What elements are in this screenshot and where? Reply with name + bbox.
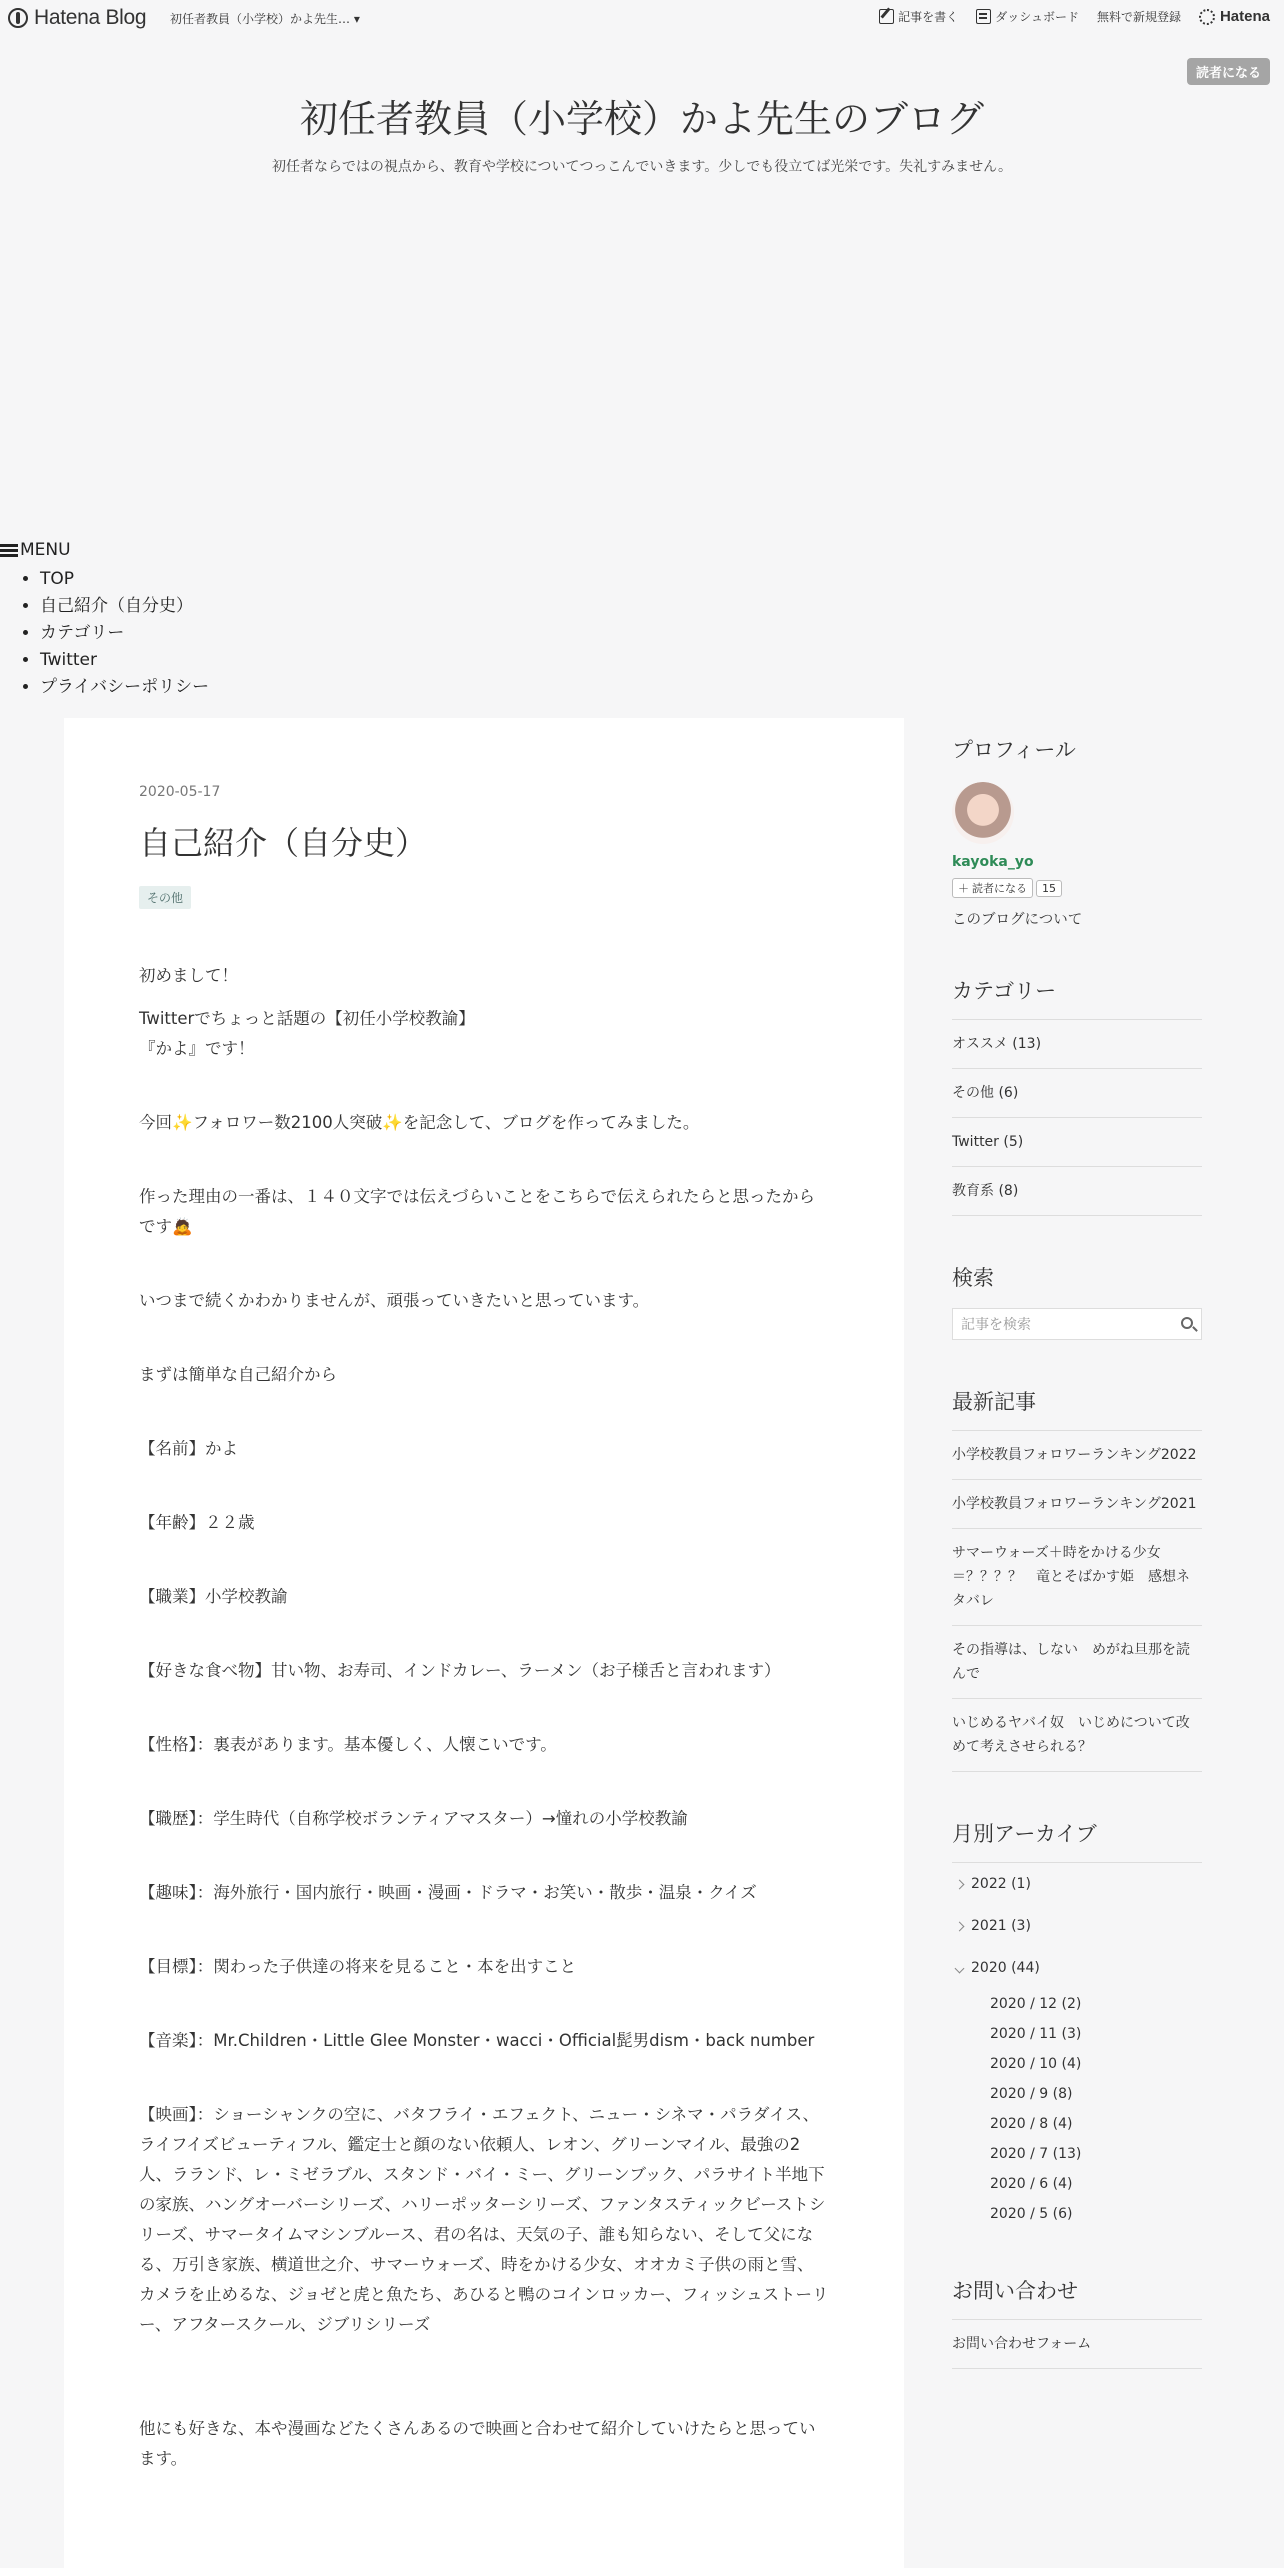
archive-month[interactable]: 2020 / 6 (4) <box>990 2176 1073 2192</box>
chevron-right-icon[interactable] <box>955 1921 965 1931</box>
recent-list <box>952 1430 1202 1772</box>
paragraph: 今回✨フォロワー数2100人突破✨を記念して、ブログを作ってみました。 <box>139 1113 700 1132</box>
category-item[interactable]: Twitter (5) <box>952 1118 1202 1167</box>
recent-entry[interactable]: 小学校教員フォロワーランキング2022 <box>952 1431 1202 1480</box>
category-item[interactable]: その他 (6) <box>952 1069 1202 1118</box>
paragraph: 【映画】：ショーシャンクの空に、バタフライ・エフェクト、ニュー・シネマ・パラダイス、ライフイズビューティフル、鑑定士と顔のない依頼人、レオン、グリーンマイル、最強の2人、ラランド、レ・ミゼラブル、スタンド・バイ・ミー、グリーンブック、パラサイト半地下の家族、ハングオーバーシリーズ、ハリーポッターシリーズ、ファンタスティックビーストシリーズ、サマータイムマシンブルース、君の名は、天気の子、誰も知らない、そして父になる、万引き家族、横道世之介、サマーウォーズ、時をかける少女、オオカミ子供の雨と雪、カメラを止めるな、ジョゼと虎と魚たち、あひると鴨のコインロッカー、フィッシュストーリー、アフタースクール、ジブリシリーズ <box>139 2105 829 2334</box>
archive-heading: 月別アーカイブ <box>952 1822 1097 1846</box>
archive-month[interactable]: 2020 / 7 (13) <box>990 2146 1082 2162</box>
follow-label: 読者になる <box>972 882 1027 895</box>
hatena-menu[interactable] <box>1199 8 1270 25</box>
paragraph: 【性格】：裏表があります。基本優しく、人懐こいです。 <box>139 1735 557 1754</box>
archive-year[interactable] <box>952 1863 1202 1905</box>
contact-list <box>952 2319 1202 2369</box>
archive-year-label[interactable]: 2022 (1) <box>971 1876 1031 1892</box>
write-article-link[interactable] <box>879 8 958 25</box>
follow-row <box>952 878 1202 898</box>
archive-month[interactable]: 2020 / 8 (4) <box>990 2116 1073 2132</box>
hatena-blog-logo[interactable] <box>8 6 146 30</box>
paragraph: 【職歴】：学生時代（自称学校ボランティアマスター）→憧れの小学校教諭 <box>139 1809 688 1828</box>
paragraph: 【名前】かよ <box>139 1439 238 1458</box>
article-body <box>139 961 829 2474</box>
archive-month[interactable]: 2020 / 10 (4) <box>990 2056 1082 2072</box>
paragraph: 【年齢】２２歳 <box>139 1513 255 1532</box>
global-menu <box>0 540 209 701</box>
menu-item-twitter[interactable]: • Twitter <box>40 647 209 674</box>
profile-heading: プロフィール <box>952 738 1076 762</box>
paragraph: 【職業】小学校教諭 <box>139 1587 288 1606</box>
recent-entry[interactable]: サマーウォーズ＋時をかける少女＝？？？？ 竜とそばかす姫 感想ネタバレ <box>952 1529 1202 1626</box>
archive-month[interactable]: 2020 / 11 (3) <box>990 2026 1082 2042</box>
category-list <box>952 1019 1202 1216</box>
paragraph: いつまで続くかわかりませんが、頑張っていきたいと思っています。 <box>139 1291 650 1310</box>
contact-form-link[interactable]: お問い合わせフォーム <box>952 2320 1202 2369</box>
recent-entry[interactable]: いじめるヤバイ奴 いじめについて改めて考えさせられる？ <box>952 1699 1202 1772</box>
chevron-right-icon[interactable] <box>955 1879 965 1889</box>
menu-list <box>0 566 209 701</box>
profile-name[interactable]: kayoka_yo <box>952 854 1034 870</box>
hatena-label: Hatena <box>1219 8 1270 25</box>
write-label: 記事を書く <box>898 10 959 24</box>
search-module <box>952 1262 1202 1340</box>
chevron-down-icon[interactable] <box>955 1963 965 1973</box>
plus-icon: ＋ <box>958 882 969 895</box>
paragraph: 【趣味】：海外旅行・国内旅行・映画・漫画・ドラマ・お笑い・散歩・温泉・クイズ <box>139 1883 757 1902</box>
global-header <box>0 0 1284 36</box>
sidebar <box>952 734 1202 2369</box>
follow-button[interactable] <box>952 878 1033 898</box>
menu-item-top[interactable]: • TOP <box>40 566 209 593</box>
archive-month[interactable]: 2020 / 5 (6) <box>990 2206 1073 2222</box>
recent-entries-module <box>952 1386 1202 1772</box>
search-icon[interactable] <box>1181 1317 1193 1329</box>
recent-entry[interactable]: 小学校教員フォロワーランキング2021 <box>952 1480 1202 1529</box>
follower-count[interactable]: 15 <box>1036 880 1062 897</box>
paragraph: 作った理由の一番は、１４０文字では伝えづらいことをこちらで伝えられたらと思ったからです🙇 <box>139 1187 816 1236</box>
archive-month[interactable]: 2020 / 9 (8) <box>990 2086 1073 2102</box>
search-placeholder: 記事を検索 <box>961 1317 1031 1333</box>
paragraph: Twitterでちょっと話題の【初任小学校教諭】 <box>139 1009 475 1028</box>
menu-toggle[interactable] <box>0 540 209 560</box>
menu-item-privacy[interactable]: • プライバシーポリシー <box>40 674 209 701</box>
article <box>139 784 829 2474</box>
archive-year[interactable] <box>952 1947 1202 1989</box>
article-date[interactable]: 2020-05-17 <box>139 784 221 800</box>
archive-year[interactable] <box>952 1905 1202 1947</box>
logo-text: Hatena Blog <box>34 6 147 29</box>
blog-title[interactable]: 初任者教員（小学校）かよ先生のブログ <box>299 97 984 141</box>
paragraph: 他にも好きな、本や漫画などたくさんあるので映画と合わせて紹介していけたらと思っています。 <box>139 2419 816 2468</box>
recent-entry[interactable]: その指導は、しない めがね旦那を読んで <box>952 1626 1202 1699</box>
archive-month[interactable]: 2020 / 12 (2) <box>990 1996 1082 2012</box>
hatena-blog-logo-icon <box>8 8 28 28</box>
menu-item-category[interactable]: • カテゴリー <box>40 620 209 647</box>
archive-months <box>952 1989 1202 2229</box>
paragraph: 『かよ』です！ <box>139 1039 255 1058</box>
menu-item-about[interactable]: • 自己紹介（自分史） <box>40 593 209 620</box>
archive-year-label[interactable]: 2020 (44) <box>971 1960 1040 1976</box>
article-title[interactable]: 自己紹介（自分史） <box>139 824 428 862</box>
hamburger-icon <box>0 543 18 557</box>
menu-label: MENU <box>20 540 71 560</box>
blog-switcher[interactable]: 初任者教員（小学校）かよ先生… ▾ <box>170 12 360 26</box>
profile-module <box>952 734 1202 929</box>
archive-module <box>952 1818 1202 2229</box>
contact-heading: お問い合わせ <box>952 2279 1078 2303</box>
paragraph: 初めまして！ <box>139 966 238 985</box>
category-module <box>952 975 1202 1216</box>
search-input[interactable] <box>952 1308 1202 1340</box>
category-tag[interactable]: その他 <box>139 886 191 909</box>
about-blog-link[interactable]: このブログについて <box>952 912 1083 928</box>
dashboard-link[interactable] <box>976 8 1079 25</box>
main-content <box>64 718 904 2568</box>
paragraph: 【好きな食べ物】甘い物、お寿司、インドカレー、ラーメン（お子様舌と言われます） <box>139 1661 781 1680</box>
blog-description: 初任者ならではの視点から、教育や学校についてつっこんでいきます。少しでも役立てば光栄です。失礼すみません。 <box>271 159 1013 175</box>
search-heading: 検索 <box>952 1266 994 1290</box>
archive-year-label[interactable]: 2021 (3) <box>971 1918 1031 1934</box>
paragraph: 【音楽】：Mr.Children・Little Glee Monster・wacci・Official髭男dism・back number <box>139 2031 815 2050</box>
header-actions <box>879 8 1270 25</box>
archive-list <box>952 1862 1202 2229</box>
category-heading: カテゴリー <box>952 979 1057 1003</box>
dashboard-icon <box>976 9 991 24</box>
category-item[interactable]: オススメ (13) <box>952 1020 1202 1069</box>
avatar[interactable] <box>952 782 1014 844</box>
subscribe-button[interactable]: 読者になる <box>1187 58 1270 85</box>
signup-link[interactable]: 無料で新規登録 <box>1096 10 1181 24</box>
paragraph: まずは簡単な自己紹介から <box>139 1365 337 1384</box>
category-item[interactable]: 教育系 (8) <box>952 1167 1202 1216</box>
contact-module <box>952 2275 1202 2369</box>
paragraph: 【目標】：関わった子供達の将来を見ること・本を出すこと <box>139 1957 577 1976</box>
pen-icon <box>879 9 894 24</box>
hatena-dots-icon <box>1199 9 1215 25</box>
recent-heading: 最新記事 <box>952 1390 1036 1414</box>
dashboard-label: ダッシュボード <box>995 10 1079 24</box>
